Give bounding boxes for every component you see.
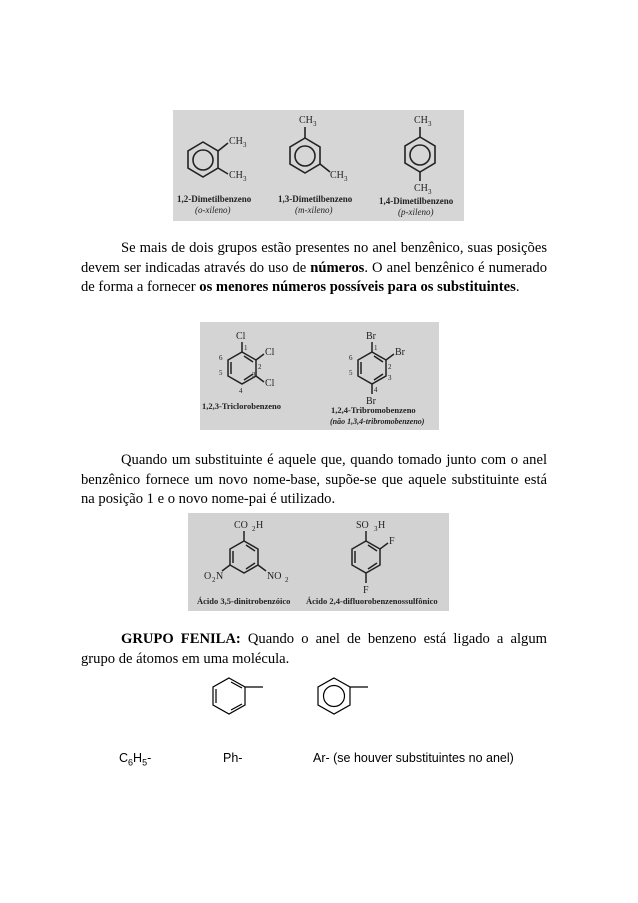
trichloro-num-2: 2	[258, 363, 262, 371]
paragraph-new-parent-name-text: Quando um substituinte é aquele que, quando tomado junto com o anel benzênico fornece um novo nome-base, supõe-se que aquele substituinte está na posição 1 e o novo nome-pai é utilizado.	[81, 452, 547, 508]
paragraph-new-parent-name	[81, 451, 547, 510]
c6h5-dash: -	[147, 751, 152, 765]
figure-trihalobenzenes	[200, 322, 439, 430]
c6h5-h: H	[133, 751, 143, 765]
tribromo-br-1: Br	[366, 331, 376, 342]
figure-xylenes	[173, 110, 464, 221]
p-xylene-ch3-top-sub: 3	[428, 120, 432, 128]
label-c6h5	[119, 751, 151, 768]
tribromo-num-2: 2	[388, 363, 392, 371]
dinitro-co2h: CO	[234, 520, 248, 531]
trichloro-cl-2: Cl	[265, 347, 275, 358]
phenyl-kekule-structure	[205, 674, 275, 728]
label-ph: Ph-	[223, 751, 243, 765]
o-xylene-structure	[188, 142, 228, 177]
c6h5-sub-6: 6	[128, 757, 134, 768]
dinitrobenzoic-acid-name: Ácido 3,5-dinitrobenzóico	[197, 596, 291, 606]
tribromo-num-4: 4	[374, 386, 378, 394]
p-xylene-ch3-top: CH	[414, 115, 428, 126]
p-xylene-ch3-bottom: CH	[414, 183, 428, 194]
c6h5-sub-5: 5	[142, 757, 148, 768]
tribromobenzene-note: (não 1,3,4-tribromobenzeno)	[330, 417, 425, 426]
m-xylene-name: 1,3-Dimetilbenzeno	[278, 194, 353, 204]
p-xylene-name: 1,4-Dimetilbenzeno	[379, 196, 454, 206]
paragraph-numbering	[81, 239, 547, 298]
dinitro-o2n-end: N	[216, 571, 224, 582]
difluoro-f-2: F	[389, 536, 395, 547]
tribromo-num-6: 6	[349, 354, 353, 362]
trichloro-num-3: 3	[252, 371, 256, 379]
difluoro-so3h-sub: 3	[374, 525, 378, 533]
phenyl-heading: GRUPO FENILA:	[121, 631, 241, 647]
dinitro-no2-sub: 2	[285, 576, 289, 584]
c6h5-c: C	[119, 751, 129, 765]
o-xylene-ch3-bottom: CH	[229, 170, 243, 181]
difluorosulfonic-acid-structure	[352, 531, 388, 583]
dinitro-o2n-sub: 2	[212, 576, 216, 584]
o-xylene-ch3-top-sub: 3	[243, 141, 247, 149]
paragraph-numbering-text-2: . O anel benzênico é numerado de forma a fornecer	[81, 259, 547, 296]
trichloro-cl-1: Cl	[236, 331, 246, 342]
dinitro-o2n: O	[204, 571, 212, 582]
tribromo-num-5: 5	[349, 369, 353, 377]
paragraph-phenyl-text: Quando o anel de benzeno está ligado a algum grupo de átomos em uma molécula.	[81, 631, 547, 667]
paragraph-phenyl-group	[81, 630, 547, 669]
difluoro-so3h-end: H	[378, 520, 386, 531]
trichloro-cl-3: Cl	[265, 378, 275, 389]
dinitro-co2h-sub: 2	[252, 525, 256, 533]
trichloro-num-1: 1	[244, 344, 248, 352]
dinitrobenzoic-acid-structure	[222, 531, 266, 573]
p-xylene-ch3-bottom-sub: 3	[428, 188, 432, 196]
o-xylene-ch3-top: CH	[229, 136, 243, 147]
dinitro-no2: NO	[267, 571, 282, 582]
figure-benzoic-sulfonic-acids	[188, 513, 449, 611]
trichlorobenzene-name: 1,2,3-Triclorobenzeno	[202, 401, 282, 411]
paragraph-numbering-text-3: .	[515, 279, 520, 296]
m-xylene-ch3-bottom: CH	[330, 170, 344, 181]
phenyl-aromatic-circle-structure	[308, 674, 380, 728]
m-xylene-ch3-bottom-sub: 3	[344, 175, 348, 183]
tribromo-num-1: 1	[374, 344, 378, 352]
dinitro-co2h-end: H	[256, 520, 264, 531]
o-xylene-common: (o-xileno)	[195, 205, 231, 215]
tribromo-br-3: Br	[366, 396, 376, 407]
o-xylene-name: 1,2-Dimetilbenzeno	[177, 194, 252, 204]
tribromobenzene-name: 1,2,4-Tribromobenzeno	[331, 405, 416, 415]
difluoro-so3h: SO	[356, 520, 369, 531]
difluoro-f-4: F	[363, 585, 369, 596]
m-xylene-ch3-top-sub: 3	[313, 120, 317, 128]
trichloro-num-5: 5	[219, 369, 223, 377]
trichloro-num-6: 6	[219, 354, 223, 362]
paragraph-numbering-text-1: Se mais de dois grupos estão presentes no anel benzênico, suas posições devem ser indicadas através do uso de	[81, 240, 547, 276]
paragraph-numbering-bold-1: números	[310, 259, 365, 276]
p-xylene-common: (p-xileno)	[398, 207, 434, 217]
tribromo-br-2: Br	[395, 347, 405, 358]
paragraph-numbering-bold-2: os menores números possíveis para os substituintes	[199, 279, 516, 296]
p-xylene-structure	[405, 127, 435, 181]
difluorosulfonic-acid-name: Ácido 2,4-difluorobenzenossulfônico	[306, 596, 438, 606]
o-xylene-ch3-bottom-sub: 3	[243, 175, 247, 183]
label-ar: Ar- (se houver substituintes no anel)	[313, 751, 514, 765]
m-xylene-ch3-top: CH	[299, 115, 313, 126]
m-xylene-structure	[290, 127, 330, 173]
tribromo-num-3: 3	[388, 374, 392, 382]
trichloro-num-4: 4	[239, 387, 243, 395]
m-xylene-common: (m-xileno)	[295, 205, 333, 215]
